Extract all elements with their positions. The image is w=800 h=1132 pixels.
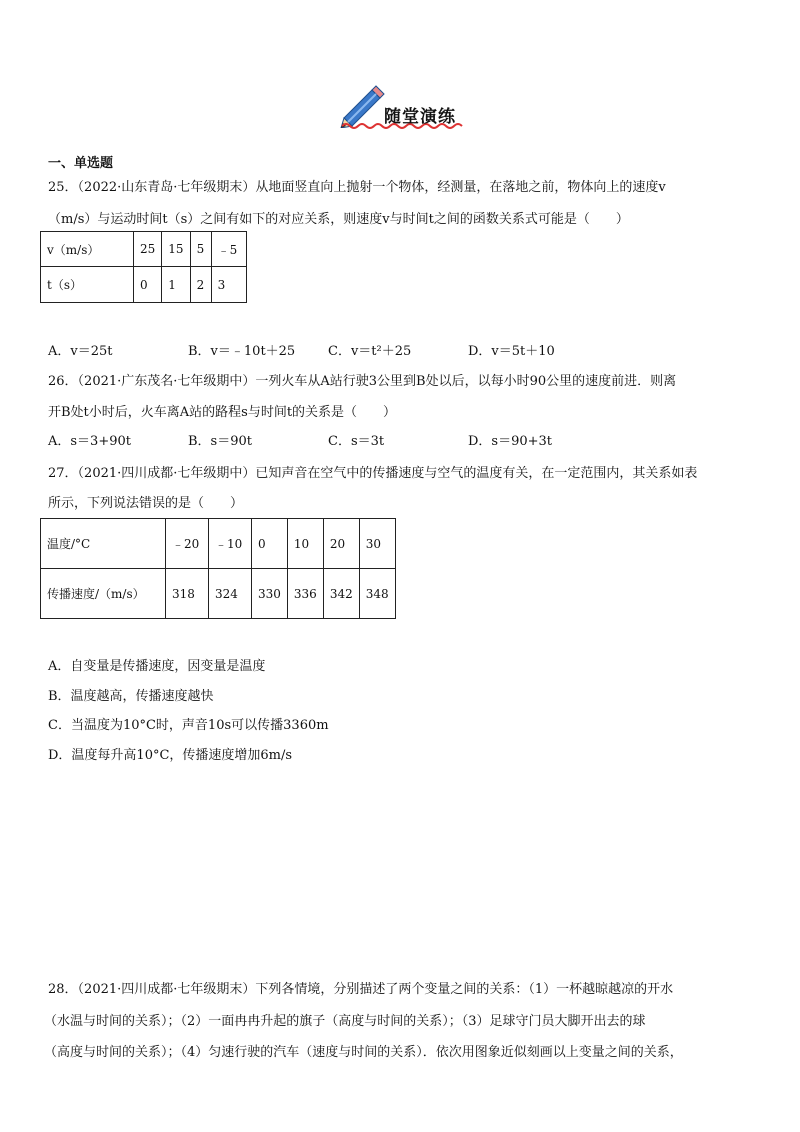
table-row xyxy=(41,232,247,267)
q26-stem-line-2: 开B处t小时后，火车离A站的路程s与时间t的关系是（ ） xyxy=(48,405,397,420)
table-cell: 318 xyxy=(166,569,209,619)
table-cell: 3 xyxy=(211,267,246,303)
q25-option-b[interactable]: B．v＝﹣10t＋25 xyxy=(188,344,296,359)
table-cell: 0 xyxy=(134,267,162,303)
q25-stem-line-2: （m/s）与运动时间t（s）之间有如下的对应关系，则速度v与时间t之间的函数关系式可能是（ ） xyxy=(48,212,629,227)
table-cell: 330 xyxy=(252,569,288,619)
table-cell: 2 xyxy=(190,267,211,303)
table-cell: 324 xyxy=(209,569,252,619)
section-heading: 一、单选题 xyxy=(48,156,114,171)
q28-stem-line-1: 28．（2021·四川成都·七年级期末）下列各情境，分别描述了两个变量之间的关系：（1）一杯越晾越凉的开水 xyxy=(48,982,674,997)
q25-option-a[interactable]: A．v＝25t xyxy=(48,344,113,359)
table-row xyxy=(41,569,396,619)
table-cell: ﹣10 xyxy=(209,519,252,569)
q26-option-c[interactable]: C．s＝3t xyxy=(328,434,385,449)
q27-stem-line-1: 27．（2021·四川成都·七年级期中）已知声音在空气中的传播速度与空气的温度有关，在一定范围内，其关系如表 xyxy=(48,466,698,481)
q28-stem-line-3: （高度与时间的关系）；（4）匀速行驶的汽车（速度与时间的关系）．依次用图象近似刻画以上变量之间的关系， xyxy=(44,1045,683,1060)
table-cell-head: t（s） xyxy=(41,267,134,303)
table-cell: ﹣5 xyxy=(211,232,246,267)
table-cell: ﹣20 xyxy=(166,519,209,569)
table-row xyxy=(41,519,396,569)
q26-option-d[interactable]: D．s＝90+3t xyxy=(468,434,553,449)
table-cell: 15 xyxy=(162,232,190,267)
table-cell: 20 xyxy=(323,519,359,569)
q26-option-b[interactable]: B．s＝90t xyxy=(188,434,252,449)
table-cell-head: v（m/s） xyxy=(41,232,134,267)
table-cell: 336 xyxy=(287,569,323,619)
table-cell-head: 温度/°C xyxy=(41,519,166,569)
table-cell: 0 xyxy=(252,519,288,569)
table-cell: 10 xyxy=(287,519,323,569)
table-cell: 25 xyxy=(134,232,162,267)
page-title: 随堂演练 xyxy=(384,107,456,127)
table-row xyxy=(41,267,247,303)
title-block xyxy=(338,84,468,130)
q27-option-d[interactable]: D．温度每升高10°C，传播速度增加6m/s xyxy=(48,748,293,763)
q27-option-c[interactable]: C．当温度为10°C时，声音10s可以传播3360m xyxy=(48,718,329,733)
q28-stem-line-2: （水温与时间的关系）；（2）一面冉冉升起的旗子（高度与时间的关系）；（3）足球守门员大脚开出去的球 xyxy=(44,1014,646,1029)
q25-option-d[interactable]: D．v＝5t＋10 xyxy=(468,344,555,359)
q27-option-a[interactable]: A．自变量是传播速度，因变量是温度 xyxy=(48,659,266,674)
q25-option-c[interactable]: C．v＝t²＋25 xyxy=(328,344,412,359)
table-cell-head: 传播速度/（m/s） xyxy=(41,569,166,619)
q27-stem-line-2: 所示，下列说法错误的是（ ） xyxy=(48,496,244,511)
q26-stem-line-1: 26．（2021·广东茂名·七年级期中）一列火车从A站行驶3公里到B处以后，以每小时90公里的速度前进．则离 xyxy=(48,374,677,389)
q25-stem-line-1: 25．（2022·山东青岛·七年级期末）从地面竖直向上抛射一个物体，经测量，在落地之前，物体向上的速度v xyxy=(48,180,666,195)
table-cell: 342 xyxy=(323,569,359,619)
q26-option-a[interactable]: A．s＝3+90t xyxy=(48,434,131,449)
table-cell: 348 xyxy=(359,569,395,619)
table-cell: 5 xyxy=(190,232,211,267)
table-cell: 1 xyxy=(162,267,190,303)
table-cell: 30 xyxy=(359,519,395,569)
q27-option-b[interactable]: B．温度越高，传播速度越快 xyxy=(48,689,214,704)
q25-table xyxy=(40,231,247,303)
q27-table xyxy=(40,518,396,619)
